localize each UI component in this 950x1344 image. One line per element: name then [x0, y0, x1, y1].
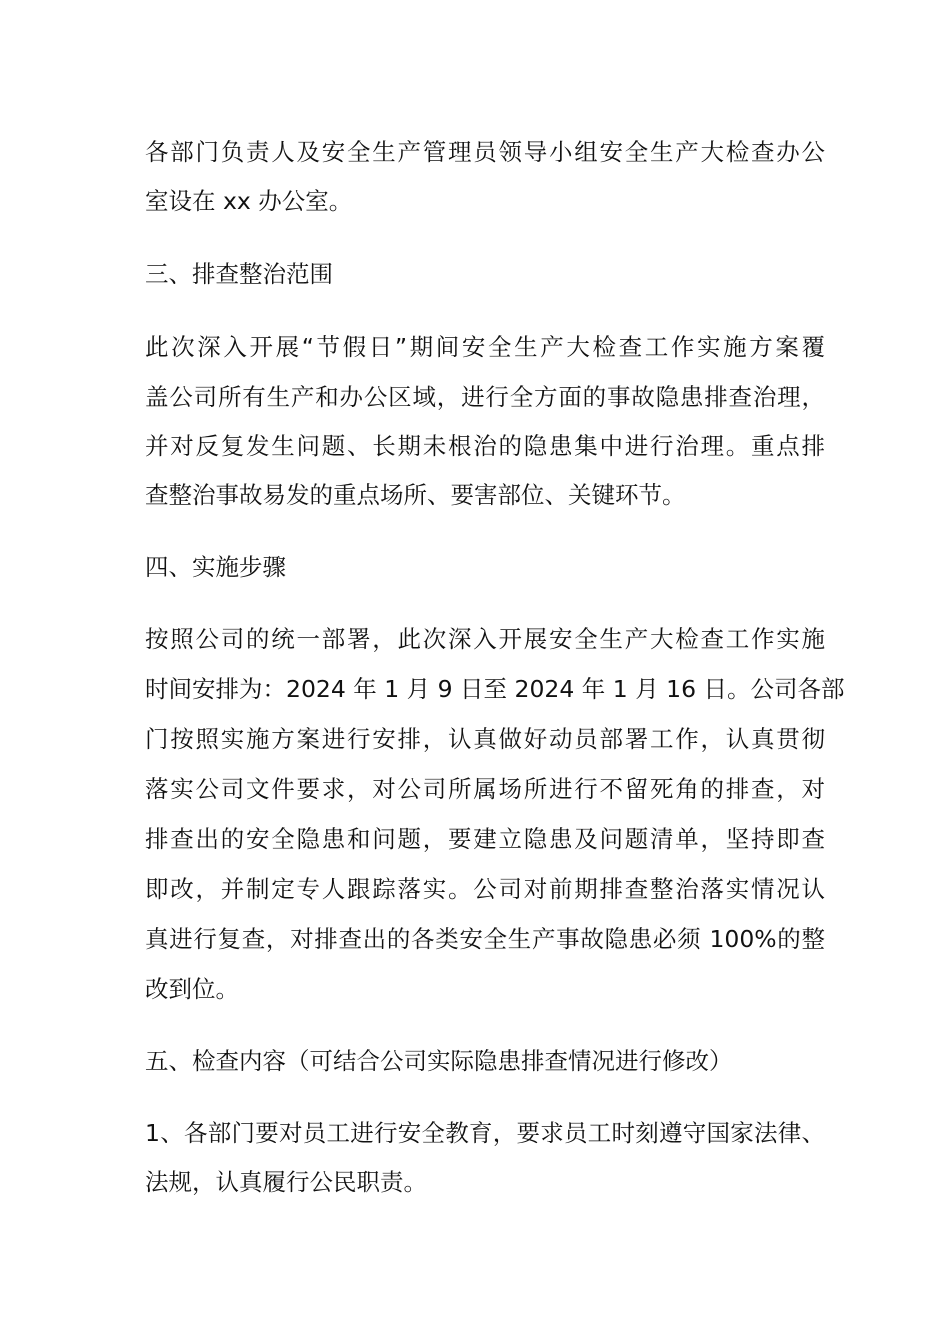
paragraph-line: 查整治事故易发的重点场所、要害部位、关键环节。: [145, 481, 686, 509]
section-heading: 三、排查整治范围: [145, 260, 333, 288]
paragraph-line: 门按照实施方案进行安排，认真做好动员部署工作，认真贯彻: [145, 725, 825, 753]
paragraph-line: 改到位。: [145, 975, 239, 1003]
paragraph-line: 室设在 xx 办公室。: [145, 187, 353, 215]
paragraph-line: 排查出的安全隐患和问题，要建立隐患及问题清单，坚持即查: [145, 825, 825, 853]
paragraph-line: 并对反复发生问题、长期未根治的隐患集中进行治理。重点排: [145, 432, 825, 460]
paragraph-line: 按照公司的统一部署，此次深入开展安全生产大检查工作实施: [145, 625, 825, 653]
paragraph-line: 真进行复查，对排查出的各类安全生产事故隐患必须 100%的整: [145, 925, 825, 953]
paragraph-line: 各部门负责人及安全生产管理员领导小组安全生产大检查办公: [145, 138, 825, 166]
paragraph-line: 盖公司所有生产和办公区域，进行全方面的事故隐患排查治理，: [145, 383, 825, 411]
section-heading: 五、检查内容（可结合公司实际隐患排查情况进行修改）: [145, 1047, 733, 1075]
section-heading: 四、实施步骤: [145, 553, 286, 581]
paragraph-line: 1、各部门要对员工进行安全教育，要求员工时刻遵守国家法律、: [145, 1119, 825, 1147]
paragraph-line: 时间安排为：2024 年 1 月 9 日至 2024 年 1 月 16 日。公司各部: [145, 675, 845, 703]
paragraph-line: 即改，并制定专人跟踪落实。公司对前期排查整治落实情况认: [145, 875, 825, 903]
paragraph-line: 法规，认真履行公民职责。: [145, 1168, 427, 1196]
paragraph-line: 此次深入开展“节假日”期间安全生产大检查工作实施方案覆: [145, 333, 825, 361]
paragraph-line: 落实公司文件要求，对公司所属场所进行不留死角的排查，对: [145, 775, 825, 803]
